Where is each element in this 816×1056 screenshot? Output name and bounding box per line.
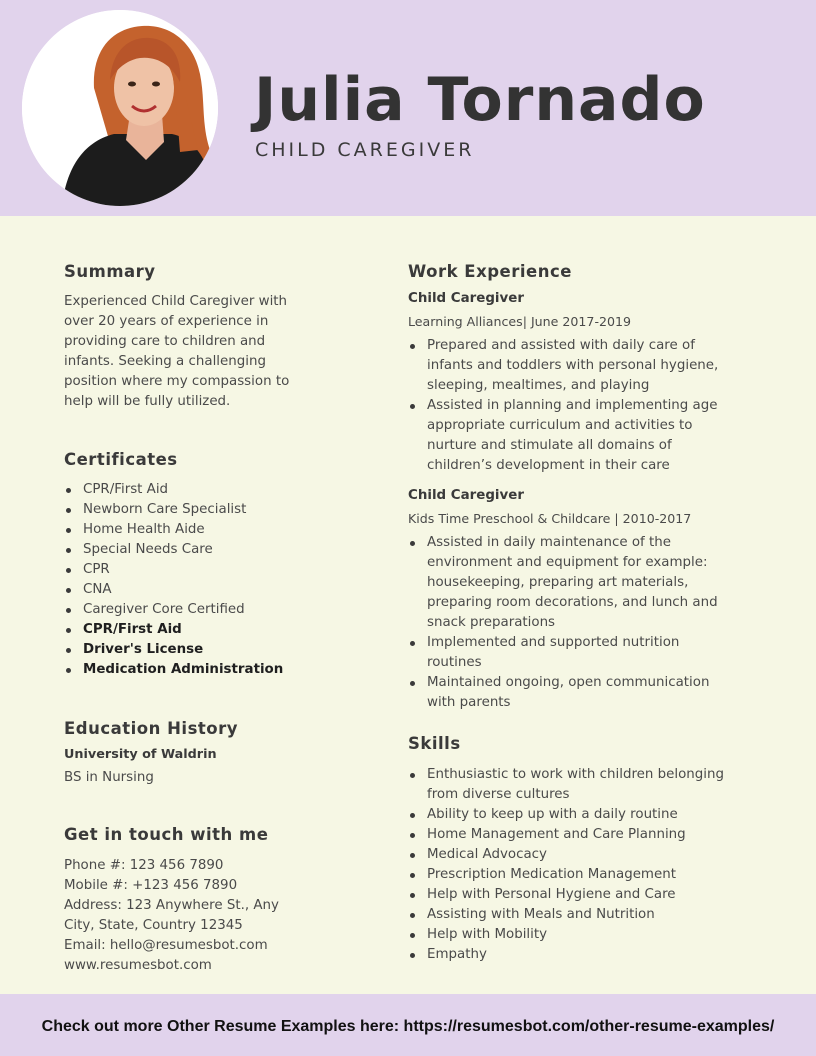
job-title: Child Caregiver [408, 291, 524, 306]
skill-item: Assisting with Meals and Nutrition [408, 905, 738, 925]
certificate-item: CPR [64, 560, 324, 580]
skill-item: Enthusiastic to work with children belonging from diverse cultures [408, 765, 738, 805]
contact-address-line-2: City, State, Country 12345 [64, 918, 243, 933]
job-meta: Kids Time Preschool & Childcare | 2010-2017 [408, 511, 692, 526]
contact-email: Email: hello@resumesbot.com [64, 938, 268, 953]
job-meta: Learning Alliances| June 2017-2019 [408, 314, 632, 329]
skill-item: Home Management and Care Planning [408, 825, 738, 845]
job-title: Child Caregiver [408, 488, 524, 503]
skill-item: Help with Personal Hygiene and Care [408, 885, 738, 905]
certificate-item: Caregiver Core Certified [64, 600, 324, 620]
contact-address-line-1: Address: 123 Anywhere St., Any [64, 898, 279, 913]
profile-photo [22, 10, 218, 206]
contact-details [64, 856, 334, 976]
job-bullet: Implemented and supported nutrition routines [408, 633, 738, 673]
footer-link-text[interactable]: Check out more Other Resume Examples here: https://resumesbot.com/other-resume-examples/ [41, 1018, 775, 1035]
skills-list [408, 765, 738, 965]
skills-heading: Skills [408, 734, 461, 753]
certificate-item: CNA [64, 580, 324, 600]
job-bullet: Assisted in daily maintenance of the environment and equipment for example: housekeeping, preparing art materials, preparing room decorations, and lunch and snack preparations [408, 533, 738, 633]
certificates-list [64, 480, 324, 680]
certificate-item: Home Health Aide [64, 520, 324, 540]
education-school: University of Waldrin [64, 747, 217, 762]
certificate-item: Newborn Care Specialist [64, 500, 324, 520]
candidate-role: CHILD CAREGIVER [255, 139, 475, 161]
job-bullet: Assisted in planning and implementing age appropriate curriculum and activities to nurture and stimulate all domains of children’s development in their care [408, 396, 738, 476]
certificate-item: Driver's License [64, 640, 324, 660]
skill-item: Help with Mobility [408, 925, 738, 945]
job-bullets [408, 336, 738, 476]
job-bullet: Prepared and assisted with daily care of infants and toddlers with personal hygiene, sleeping, mealtimes, and playing [408, 336, 738, 396]
resume-body [0, 216, 816, 994]
job-bullets [408, 533, 738, 713]
contact-website: www.resumesbot.com [64, 958, 212, 973]
certificate-item: Special Needs Care [64, 540, 324, 560]
skill-item: Prescription Medication Management [408, 865, 738, 885]
summary-heading: Summary [64, 262, 156, 281]
resume-footer [0, 994, 816, 1056]
certificate-item: Medication Administration [64, 660, 324, 680]
skill-item: Ability to keep up with a daily routine [408, 805, 738, 825]
profile-photo-illustration [22, 10, 218, 206]
certificate-item: CPR/First Aid [64, 480, 324, 500]
candidate-name: Julia Tornado [254, 65, 706, 135]
contact-mobile: Mobile #: +123 456 7890 [64, 878, 238, 893]
certificates-heading: Certificates [64, 450, 178, 469]
skill-item: Empathy [408, 945, 738, 965]
job-bullet: Maintained ongoing, open communication with parents [408, 673, 738, 713]
skill-item: Medical Advocacy [408, 845, 738, 865]
summary-text: Experienced Child Caregiver with over 20 years of experience in providing care to children and infants. Seeking a challenging position where my compassion to help will be fully utilized. [64, 294, 290, 409]
contact-phone: Phone #: 123 456 7890 [64, 858, 224, 873]
work-experience-heading: Work Experience [408, 262, 572, 281]
certificate-item: CPR/First Aid [64, 620, 324, 640]
resume-header [0, 0, 816, 216]
education-degree: BS in Nursing [64, 770, 154, 785]
education-heading: Education History [64, 719, 239, 738]
contact-heading: Get in touch with me [64, 825, 269, 844]
